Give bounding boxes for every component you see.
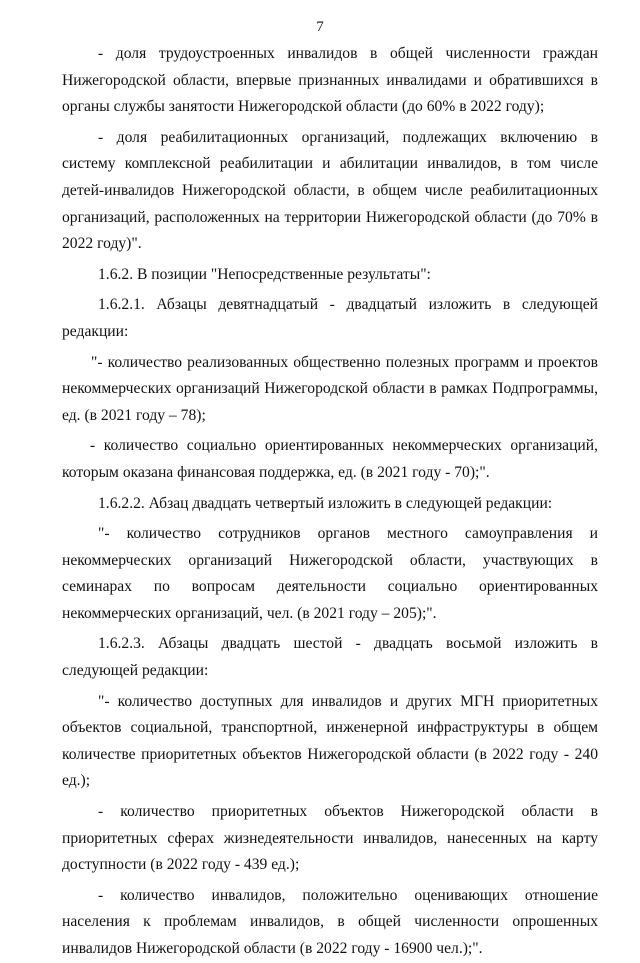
paragraph-1-6-2: 1.6.2. В позиции "Непосредственные результаты": xyxy=(98,265,431,283)
paragraph-disabled-survey: - количество инвалидов, положительно оценивающих отношение населения к проблемам инвалидов, в общей численности опрошенных инвалидов Нижегородской области (в 2022 году - 16900 чел.);". xyxy=(62,886,598,957)
paragraph-employed-disabled-share: - доля трудоустроенных инвалидов в общей численности граждан Нижегородской области, впервые признанных инвалидами и обратившихся в органы службы занятости Нижегородской области (до 60% в 2022 году); xyxy=(62,45,598,116)
paragraph-1-6-2-3: 1.6.2.3. Абзацы двадцать шестой - двадцать восьмой изложить в следующей редакции: xyxy=(62,635,598,680)
paragraph-1-6-2-1: 1.6.2.1. Абзацы девятнадцатый - двадцатый изложить в следующей редакции: xyxy=(62,296,598,340)
paragraph-rehab-organizations-share: - доля реабилитационных организаций, подлежащих включению в систему комплексной реабилитации и абилитации инвалидов, в том числе детей-инвалидов Нижегородской области, в общем числе реабилитационных организаций, расположенных на территории Нижегородской области (до 70% в 2022 году)". xyxy=(62,128,598,253)
paragraph-socially-useful-programs: "- количество реализованных общественно полезных программ и проектов некоммерческих организаций Нижегородской области в рамках Подпрограммы, ед. (в 2021 году – 78); xyxy=(62,353,598,424)
page-number: 7 xyxy=(316,19,324,35)
document-body xyxy=(62,41,598,963)
paragraph-seminar-participants: "- количество сотрудников органов местного самоуправления и некоммерческих организаций Нижегородской области, участвующих в семинарах по вопросам деятельности социально ориентированных некоммерческих организаций, чел. (в 2021 году – 205);". xyxy=(62,525,598,622)
paragraph-accessibility-map: - количество приоритетных объектов Нижегородской области в приоритетных сферах жизнедеятельности инвалидов, нанесенных на карту доступности (в 2022 году - 439 ед.); xyxy=(62,803,598,874)
paragraph-accessible-objects: "- количество доступных для инвалидов и других МГН приоритетных объектов социальной, транспортной, инженерной инфраструктуры в общем количестве приоритетных объектов Нижегородской области (в 2022 году - 240 ед.); xyxy=(62,692,598,790)
paragraph-nko-supported: - количество социально ориентированных некоммерческих организаций, которым оказана финансовая поддержка, ед. (в 2021 году - 70);". xyxy=(62,437,598,481)
paragraph-1-6-2-2: 1.6.2.2. Абзац двадцать четвертый изложить в следующей редакции: xyxy=(98,494,553,512)
